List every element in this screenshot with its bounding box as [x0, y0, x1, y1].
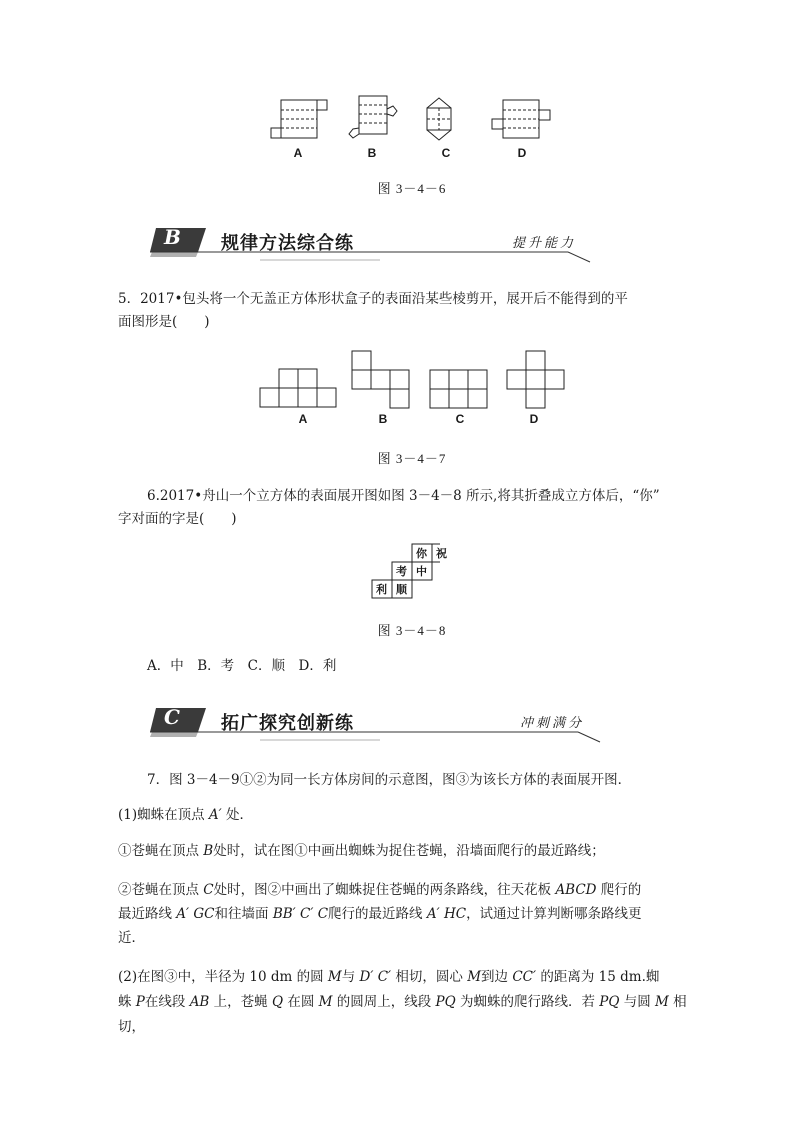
net-5a: [260, 369, 336, 407]
section-b-title: 规律方法综合练: [221, 233, 354, 254]
fig348-char-zhong: 中: [416, 565, 427, 578]
fig346-label-c: C: [441, 146, 451, 160]
net-a: [271, 100, 327, 138]
fig347-label-a: A: [298, 412, 308, 426]
section-c-subtitle: 冲刺满分: [520, 716, 585, 731]
fig348-char-kao: 考: [396, 565, 407, 578]
section-c-title: 拓广探究创新练: [221, 713, 354, 734]
net-c: [427, 98, 451, 140]
fig347-caption: 图 3－4－7: [377, 451, 447, 466]
q5-line2: 面图形是( ): [118, 314, 210, 330]
fig346-label-b: B: [367, 146, 377, 160]
q7-part1-item2-line3: 近．: [118, 930, 145, 946]
net-5b: [352, 351, 409, 408]
net-5d: [507, 351, 564, 408]
fig348-char-shun: 顺: [396, 583, 407, 596]
figure-3-4-7: [255, 348, 575, 410]
q7-part1-item1: ①苍蝇在顶点 B处时，试在图①中画出蜘蛛为捉住苍蝇，沿墙面爬行的最近路线；: [118, 843, 605, 859]
fig347-label-c: C: [455, 412, 465, 426]
net-d: [492, 100, 550, 138]
q6-options: A．中 B．考 C．顺 D．利: [147, 658, 337, 674]
q6-line1: 6.2017•舟山一个立方体的表面展开图如图 3－4－8 所示,将其折叠成立方体后，“你”: [147, 488, 660, 504]
q7-part2-line2: 蛛 P在线段 AB 上，苍蝇 Q 在圆 M 的圆周上，线段 PQ 为蜘蛛的爬行路线．若 PQ 与圆 M 相切，: [118, 994, 687, 1035]
q7-intro: 7．图 3－4－9①②为同一长方体房间的示意图，图③为该长方体的表面展开图．: [147, 772, 632, 788]
section-c-badge: C: [164, 705, 180, 729]
fig346-label-d: D: [517, 146, 527, 160]
figure-3-4-6: [265, 92, 565, 147]
net-b: [349, 96, 397, 138]
fig346-label-a: A: [293, 146, 303, 160]
fig346-caption: 图 3－4－6: [377, 181, 447, 196]
fig347-label-b: B: [378, 412, 388, 426]
q7-part2-line1: (2)在图③中，半径为 10 dm 的圆 M与 D′ C′ 相切，圆心 M到边 CC′ 的距离为 15 dm.蜘: [118, 969, 660, 985]
q7-part1-item2-line2: 最近路线 A′ GC和往墙面 BB′ C′ C爬行的最近路线 A′ HC，试通过计算判断哪条路线更: [118, 906, 642, 922]
q5-line1: 5．2017•包头将一个无盖正方体形状盒子的表面沿某些棱剪开，展开后不能得到的平: [118, 291, 628, 307]
section-b-badge: B: [164, 225, 181, 249]
q7-part1: (1)蜘蛛在顶点 A′ 处．: [118, 807, 254, 823]
fig348-char-zhu: 祝: [436, 547, 447, 560]
fig348-caption: 图 3－4－8: [377, 623, 447, 638]
net-5c: [430, 370, 487, 408]
fig347-label-d: D: [529, 412, 539, 426]
fig348-char-ni: 你: [416, 547, 427, 560]
fig348-char-li: 利: [376, 583, 387, 596]
q7-part1-item2-line1: ②苍蝇在顶点 C处时，图②中画出了蜘蛛捉住苍蝇的两条路线，往天花板 ABCD 爬行的: [118, 882, 642, 898]
section-b-subtitle: 提升能力: [512, 236, 577, 251]
q6-line2: 字对面的字是( ): [118, 511, 237, 527]
